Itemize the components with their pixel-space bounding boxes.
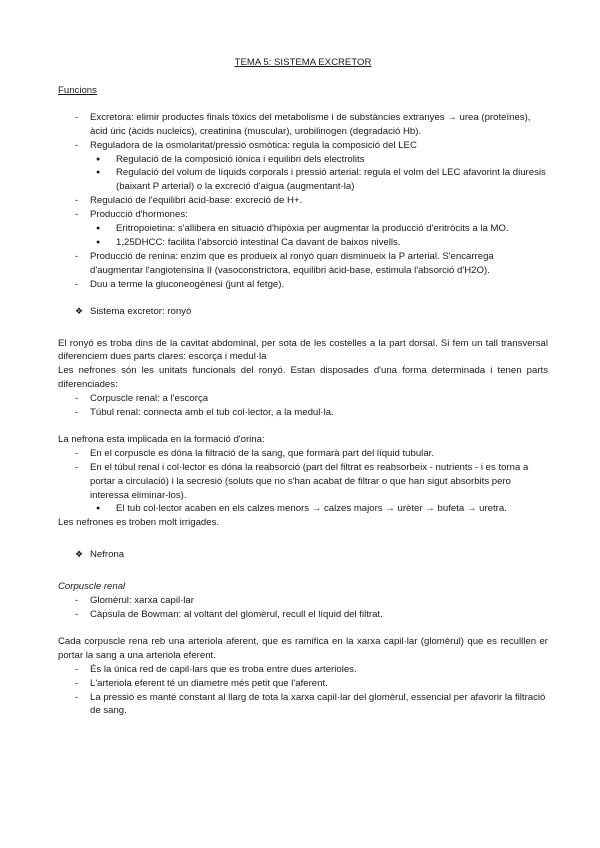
dash-bullet: - (75, 250, 79, 262)
list-item: - L'arteriola eferent té un diametre més petit que l'aferent. (75, 677, 328, 689)
dot-bullet-icon: ● (96, 155, 101, 163)
paragraph: Les nefrones són les unitats funcionals del ronyó. Estan disposades d'una forma determinada i tenen parts diferenciades: (58, 365, 548, 391)
sub-list-item: ● 1,25DHCC: facilita l'absorció intestinal Ca davant de baixos nivells. (96, 236, 401, 248)
hormones-sublist (90, 222, 548, 250)
dash-bullet: - (75, 393, 79, 405)
paragraph: Les nefrones es troben molt irrigades. (58, 517, 220, 529)
dash-bullet: - (75, 278, 79, 290)
dash-bullet: - (75, 461, 79, 473)
orina-list (58, 447, 548, 517)
arteriola-list (58, 663, 548, 719)
nefrona-heading: ❖ Nefrona (75, 549, 125, 561)
dash-bullet: - (75, 209, 79, 221)
dash-bullet: - (75, 691, 79, 703)
spacer (58, 292, 548, 305)
diamond-bullet-icon: ❖ (75, 305, 84, 316)
osmo-sublist (90, 153, 548, 195)
list-item: - És la única red de capil·lars que es troba entre dues arterioles. (75, 663, 357, 675)
list-item: - Glomèrul: xarxa capil·lar (75, 595, 194, 607)
list-item: - La pressió es manté constant al llarg de tota la xarxa capil·lar del glomèrul, essencial per afavorir la filtració de sang. (75, 691, 546, 717)
spacer (58, 319, 548, 337)
funcions-heading: Funcions (58, 84, 97, 96)
dash-bullet: - (75, 609, 79, 620)
sub-list-item: ● El tub col·lector acaben en els calzes menors → calzes majors → urèter → bufeta → uretra. (96, 503, 507, 515)
dot-bullet-icon: ● (96, 238, 101, 246)
list-item: - Duu a terme la gluconeogènesi (junt al fetge). (75, 278, 285, 290)
list-item: - Regulació de l'equilibri àcid-base: excreció de H+. (75, 195, 303, 207)
spacer (58, 622, 548, 635)
dash-bullet: - (75, 407, 79, 419)
dash-bullet: - (75, 663, 79, 675)
list-item: - Càpsula de Bowman: al voltant del glomèrul, recull el líquid del filtrat. (75, 609, 383, 620)
document-page (58, 56, 548, 718)
nephron-parts-list (58, 392, 548, 420)
paragraph: El ronyó es troba dins de la cavitat abdominal, per sota de les costelles a la part dorsal. Si fem un tall transversal diferenciem dues parts clares: escorça i medul·la (58, 337, 548, 363)
list-item: - Corpuscle renal: a l'escorça (75, 393, 209, 405)
dot-bullet-icon: ● (96, 505, 101, 513)
list-item: - Reguladora de la osmolaritat/pressió osmòtica: regula la composició del LEC ● Regulació de la composició iònica i equilibri dels electrolits ● Regulació del volum de líquids corporals i pressió arterial: regula el volm del LEC afavorint la diuresis (baixant P arterial) o la excreció d'aigua (augmentant-la) (58, 139, 548, 195)
diamond-bullet-icon: ❖ (75, 549, 84, 560)
paragraph: La nefrona esta implicada en la formació d'orina: (58, 433, 265, 445)
list-item: - Excretora: elimir productes finals tòxics del metabolisme i de substàncies extranyes → urea (proteïnes), àcid úric (àcids nucleics), creatinina (muscular), urobilinogen (degradació Hb). (75, 111, 531, 137)
spacer (58, 562, 548, 580)
dash-bullet: - (75, 139, 79, 151)
dash-bullet: - (75, 447, 79, 459)
dash-bullet: - (75, 111, 79, 123)
spacer (58, 530, 548, 548)
corpuscle-parts-list (58, 594, 548, 622)
corpuscle-subheading: Corpuscle renal (58, 581, 126, 593)
list-item: - En el túbul renal i col·lector es dóna la reabsorció (part del filtrat es reabsorbeix - nutrients - i es torna a portar a circulació) i la secresió (soluts que no s'han acabat de filtrar o que han sigut absorbits pero interessa eliminar-los). ● El tub col·lector acaben en els calzes menors → calzes majors → urèter → bufeta → uretra. (58, 461, 548, 517)
sistema-heading: ❖ Sistema excretor: ronyó (75, 305, 192, 317)
sub-list-item: ● Regulació del volum de líquids corporals i pressió arterial: regula el volm del LEC afavorint la diuresis (baixant P arterial) o la excreció d'aigua (augmentant-la) (96, 167, 546, 193)
dot-bullet-icon: ● (96, 169, 101, 177)
page-title: TEMA 5: SISTEMA EXCRETOR (234, 57, 372, 68)
dot-bullet-icon: ● (96, 225, 101, 233)
tub-sublist (90, 502, 548, 516)
spacer (58, 420, 548, 433)
list-item: - Túbul renal: connecta amb el tub col·lector, a la medul·la. (75, 407, 334, 419)
list-item: - Producció de renina: enzim que es produeix al ronyó quan disminueix la P arterial. S'encarrega d'augmentar l'angiotensina II (vasoconstrictora, equilibri àcid-base, estimula l'absorció d'H2O). (75, 250, 494, 276)
sub-list-item: ● Regulació de la composició iònica i equilibri dels electrolits (96, 153, 365, 165)
sub-list-item: ● Eritropoietina: s'allibera en situació d'hipòxia per augmentar la producció d'eritròcits a la MO. (96, 223, 509, 235)
list-item: - En el corpuscle es dóna la filtració de la sang, que formarà part del líquid tubular. (75, 447, 434, 459)
dash-bullet: - (75, 677, 79, 689)
list-item: - Producció d'hormones: ● Eritropoietina: s'allibera en situació d'hipòxia per augmentar la producció d'eritròcits a la MO. ● 1,25DHCC: facilita l'absorció intestinal Ca davant de baixos nivells. (58, 208, 548, 250)
funcions-list (58, 111, 548, 292)
dash-bullet: - (75, 595, 79, 607)
paragraph: Cada corpuscle rena reb una arteriola aferent, que es ramifica en la xarxa capil·lar (glomèrul) que es reculllen er portar la sang a una arteriola eferent. (58, 635, 548, 661)
dash-bullet: - (75, 195, 79, 207)
